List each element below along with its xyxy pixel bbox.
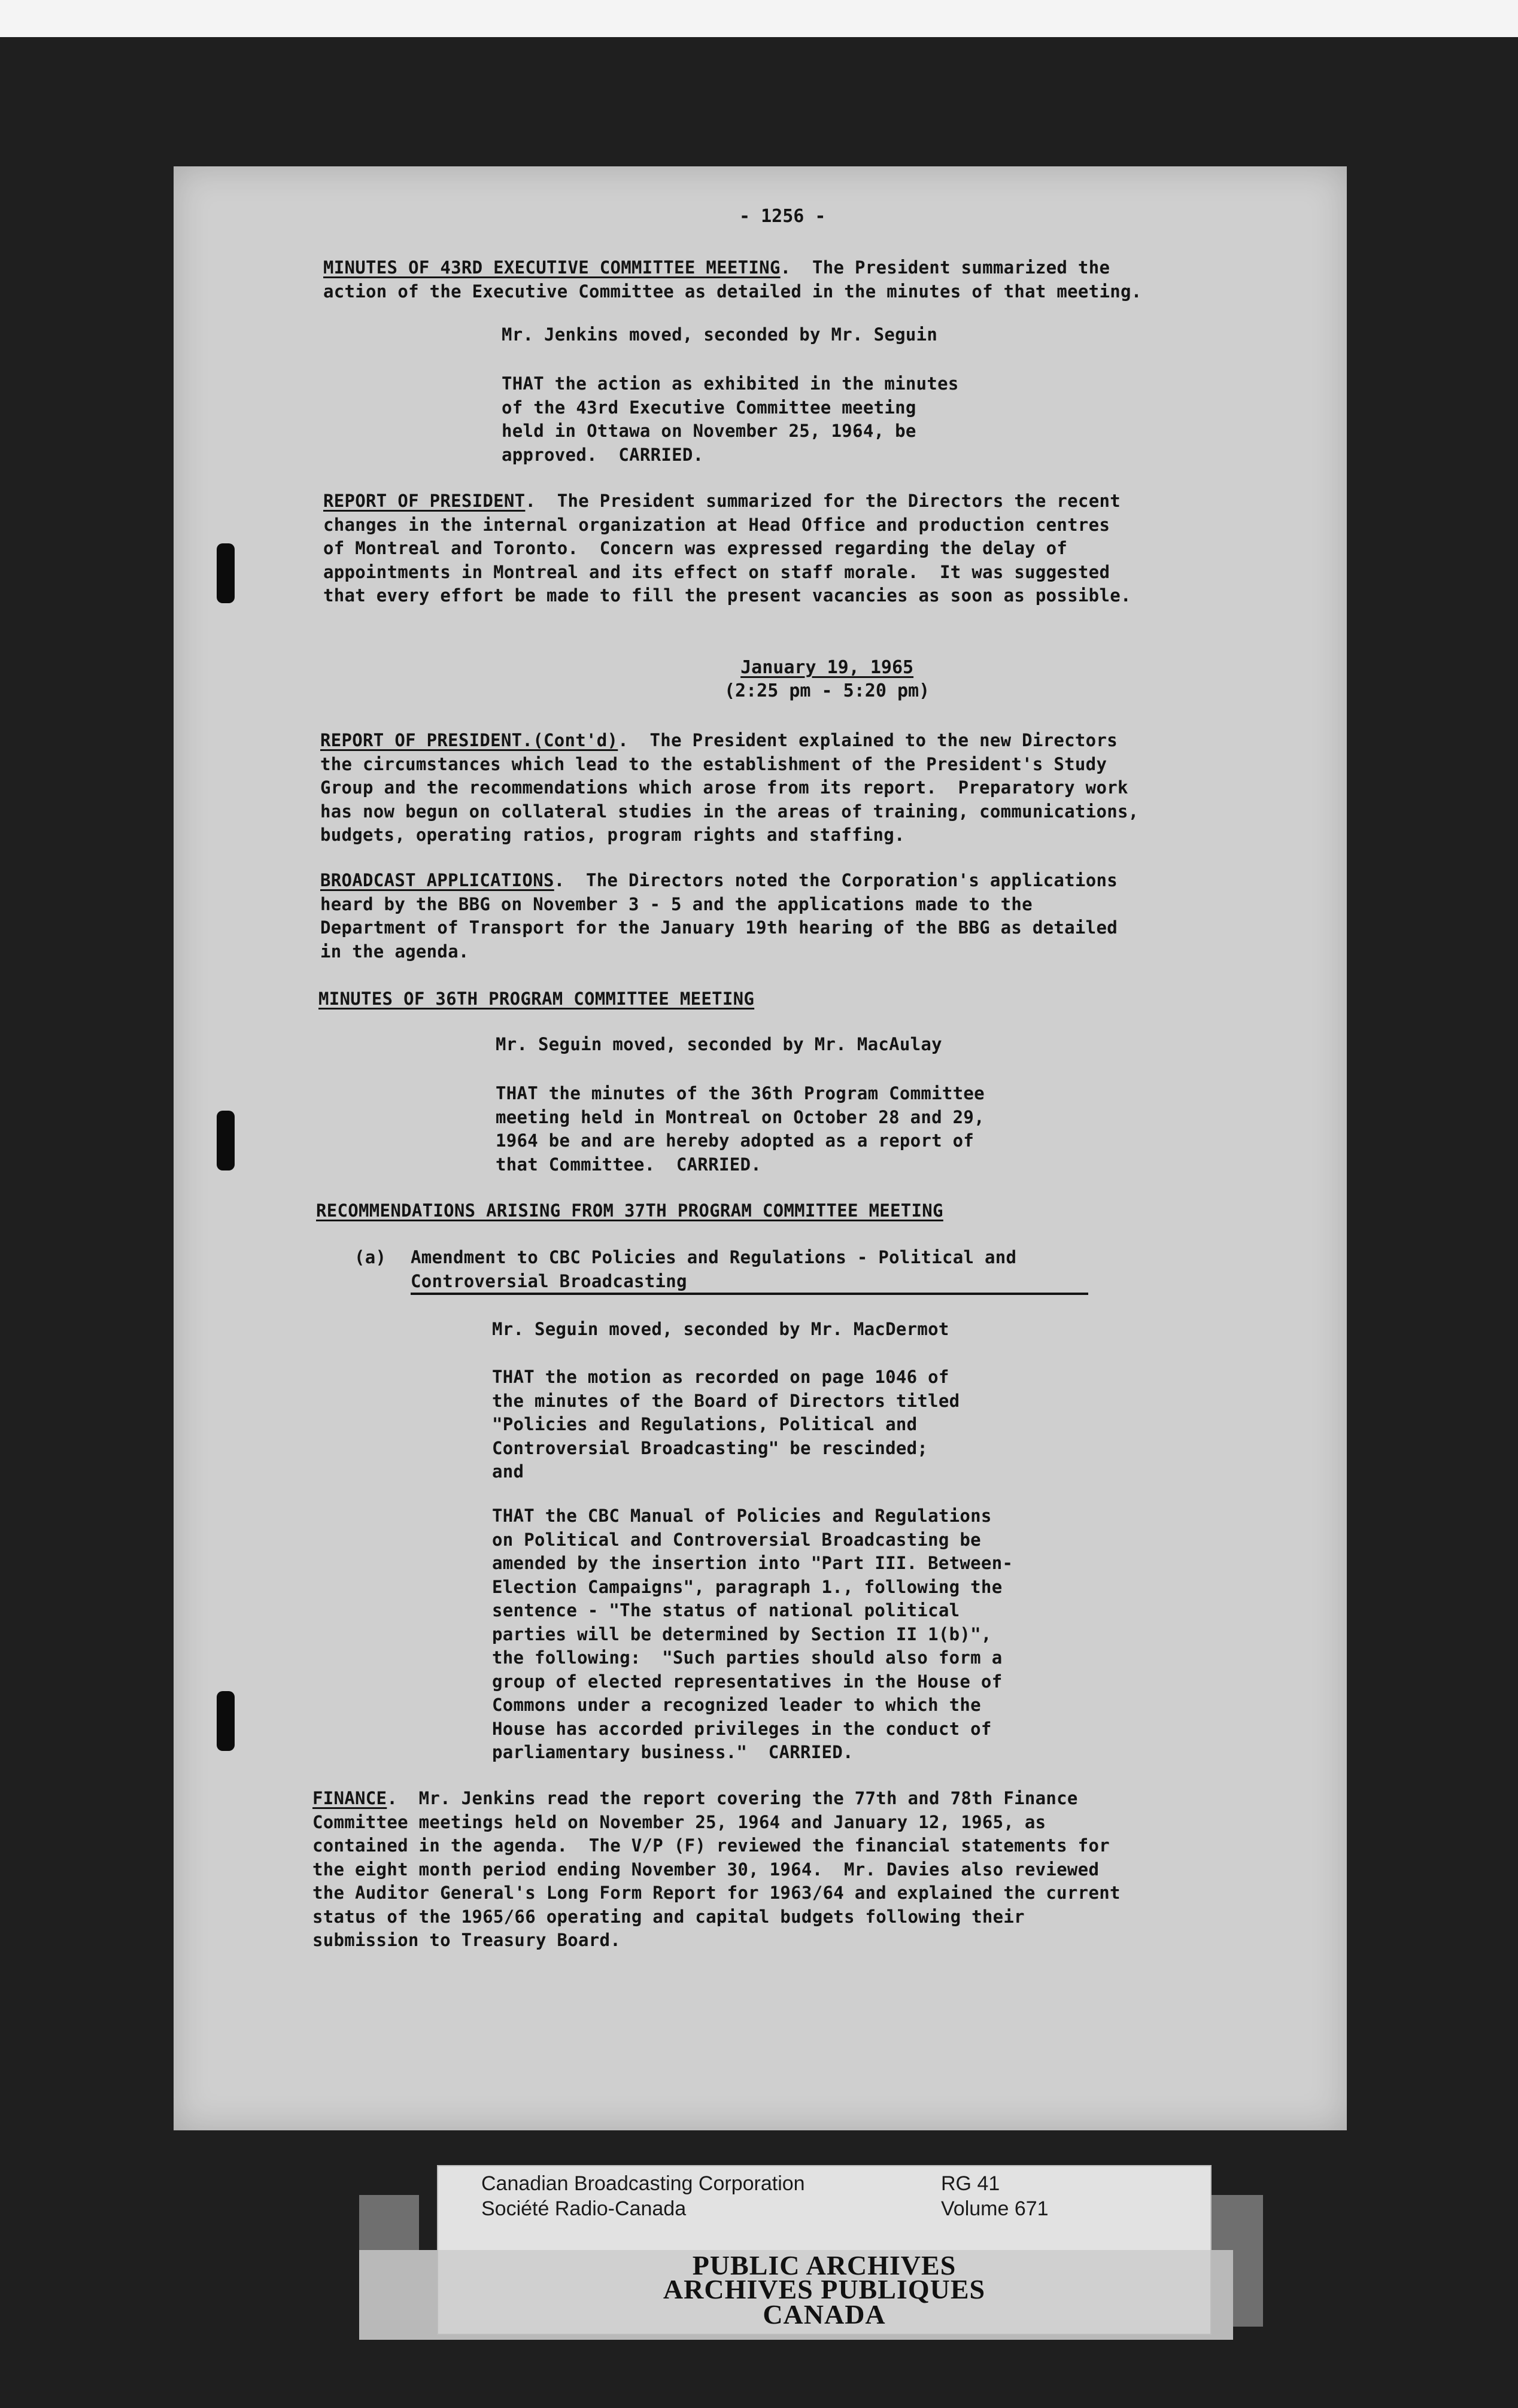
label-record-group: RG 41 bbox=[941, 2172, 1000, 2195]
meeting-date: January 19, 1965 (2:25 pm - 5:20 pm) bbox=[724, 657, 930, 701]
motion-text: THAT the minutes of the 36th Program Committee meeting held in Montreal on October 28 and 29, 1964 be and are hereby adopted as a report of that Committee. CARRIED. bbox=[496, 1083, 985, 1175]
section-heading: REPORT OF PRESIDENT.(Cont'd) bbox=[320, 730, 618, 750]
broadcast-applications-paragraph: BROADCAST APPLICATIONS. The Directors noted the Corporation's applications heard by the BBG on November 3 - 5 and the applications made to the Department of Transport for the January 19th hearing of the BBG as detailed in the agenda. bbox=[320, 870, 1118, 962]
president-report-cont-paragraph: REPORT OF PRESIDENT.(Cont'd). The President explained to the new Directors the circumstances which lead to the establishment of the President's Study Group and the recommendations which arose from its report. Preparatory work has now begun on collateral studies in the areas of training, communications, budgets, operating ratios, program rights and staffing. bbox=[320, 730, 1139, 845]
mover-line: Mr. Jenkins moved, seconded by Mr. Seguin bbox=[502, 324, 938, 345]
mover-line: Mr. Seguin moved, seconded by Mr. MacDermot bbox=[492, 1319, 949, 1339]
mover-line: Mr. Seguin moved, seconded by Mr. MacAulay bbox=[496, 1034, 942, 1054]
motion-text: THAT the action as exhibited in the minutes of the 43rd Executive Committee meeting held in Ottawa on November 25, 1964, be approved. CARRIED. bbox=[502, 373, 959, 465]
document-page bbox=[174, 166, 1347, 2130]
stamp-line-country: CANADA bbox=[763, 2299, 886, 2330]
page-number: - 1256 - bbox=[739, 206, 826, 227]
punch-hole bbox=[217, 543, 235, 603]
section-heading: RECOMMENDATIONS ARISING FROM 37TH PROGRAM COMMITTEE MEETING bbox=[316, 1200, 943, 1221]
label-organization-fr: Société Radio-Canada bbox=[481, 2197, 687, 2220]
punch-hole bbox=[217, 1691, 235, 1751]
punch-hole bbox=[217, 1111, 235, 1170]
finance-paragraph: FINANCE. Mr. Jenkins read the report covering the 77th and 78th Finance Committee meetings held on November 25, 1964 and January 12, 1965, as contained in the agenda. The V/P (F) reviewed the financial statements for the eight month period ending November 30, 1964. Mr. Davies also reviewed the Auditor General's Long Form Report for 1963/64 and explained the current status of the 1965/66 operating and capital budgets following their submission to Treasury Board. bbox=[312, 1788, 1121, 1950]
stamp-line-fr: ARCHIVES PUBLIQUES bbox=[663, 2274, 986, 2304]
scan-top-strip bbox=[0, 0, 1518, 37]
archive-label bbox=[437, 2165, 1212, 2335]
president-report-paragraph: REPORT OF PRESIDENT. The President summarized for the Directors the recent changes in the internal organization at Head Office and production centres of Montreal and Toronto. Concern was expressed regarding the delay of appointments in Montreal and its effect on staff morale. It was suggested that every effort be made to fill the present vacancies as soon as possible. bbox=[323, 491, 1131, 606]
section-heading: MINUTES OF 36TH PROGRAM COMMITTEE MEETING bbox=[318, 989, 755, 1009]
motion-text: THAT the motion as recorded on page 1046 of the minutes of the Board of Directors titled "Policies and Regulations, Political and Controversial Broadcasting" be rescinded; and bbox=[492, 1367, 960, 1482]
item-title-rule bbox=[411, 1293, 1088, 1295]
stamp-line-en: PUBLIC ARCHIVES bbox=[692, 2250, 957, 2281]
section-heading: BROADCAST APPLICATIONS bbox=[320, 870, 554, 890]
section-heading: FINANCE bbox=[312, 1788, 387, 1808]
item-title: Amendment to CBC Policies and Regulations - Political and Controversial Broadcasting bbox=[411, 1247, 1017, 1291]
section-heading: REPORT OF PRESIDENT bbox=[323, 491, 526, 511]
executive-minutes-paragraph: MINUTES OF 43RD EXECUTIVE COMMITTEE MEETING. The President summarized the action of the Executive Committee as detailed in the minutes of that meeting. bbox=[323, 257, 1142, 302]
item-marker: (a) bbox=[354, 1247, 387, 1267]
label-volume: Volume 671 bbox=[941, 2197, 1049, 2220]
motion-text: THAT the CBC Manual of Policies and Regulations on Political and Controversial Broadcasting be amended by the insertion into "Part III. Between- Election Campaigns", paragraph 1., following the sentence - "The status of national political parties will be determined by Section II 1(b)", the following: "Such parties should also form a group of elected representatives in the House of Commons under a recognized leader to which the House has accorded privileges in the conduct of parliamentary business." CARRIED. bbox=[492, 1506, 1013, 1762]
section-heading: MINUTES OF 43RD EXECUTIVE COMMITTEE MEETING bbox=[323, 257, 781, 278]
label-organization-en: Canadian Broadcasting Corporation bbox=[481, 2172, 805, 2195]
archive-stamp bbox=[438, 2250, 1210, 2334]
